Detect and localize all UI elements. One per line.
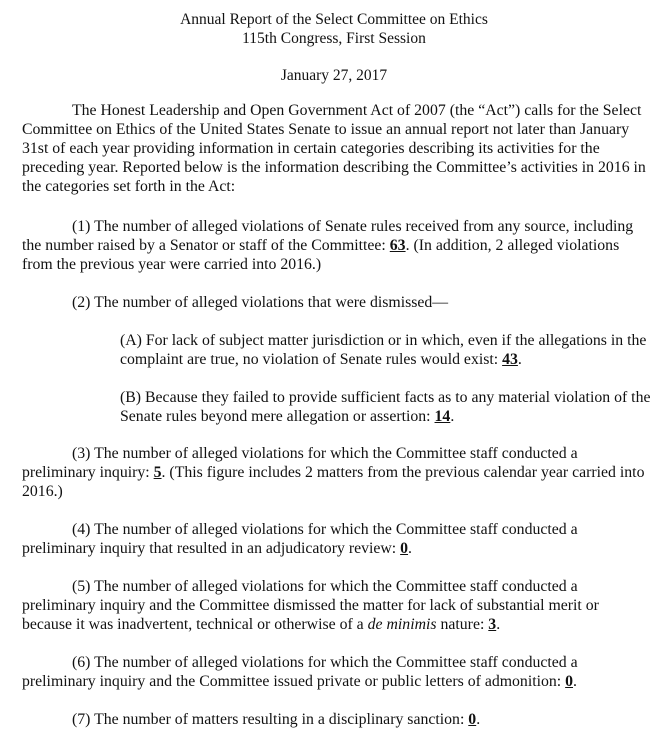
item-5-text: (5) The number of alleged violations for which the Committee staff conducted a preliminary inquiry and the Committee dismissed the matter for lack of substantial merit or because it was inadvertent, technical or otherwise of a [22,578,599,633]
item-2a-paragraph [120,331,655,369]
item-4-text-end: . [408,540,412,557]
intro-paragraph: The Honest Leadership and Open Government Act of 2007 (the “Act”) calls for the Select Committee on Ethics of the United States Senate to issue an annual report not later than January 31st of each year providing information in certain categories describing its activities for the preceding year. Reported below is the information describing the Committee’s activities in 2016 in the categories set forth in the Act: [22,102,646,195]
item-3-text-end: . (This figure includes 2 matters from the previous calendar year carried into 2016.) [22,464,645,500]
item-4-paragraph [22,520,652,558]
item-2b-value: 14 [434,408,451,425]
item-2a-text: (A) For lack of subject matter jurisdiction or in which, even if the allegations in the complaint are true, no violation of Senate rules would exist: [120,332,647,368]
item-5-paragraph [22,577,652,634]
item-5-text-end: . [496,616,501,633]
item-5-text-mid: nature: [436,616,489,633]
item-7-text: (7) The number of matters resulting in a disciplinary sanction: [72,711,469,728]
item-1-text-end: . (In addition, 2 alleged violations from the previous year were carried into 2016.) [22,237,620,273]
item-3-paragraph [22,444,652,501]
item-3-text: (3) The number of alleged violations for which the Committee staff conducted a preliminary inquiry: [22,445,578,481]
item-6-paragraph [22,653,652,691]
item-6-text: (6) The number of alleged violations for which the Committee staff conducted a preliminary inquiry and the Committee issued private or public letters of admonition: [22,654,578,690]
item-1-paragraph [22,217,652,274]
item-2a-value: 43 [502,351,518,368]
item-6-text-end: . [573,673,577,690]
item-5-italic-text: de minimis [367,616,437,633]
item-7-text-end: . [476,711,481,728]
item-6-value: 0 [565,673,574,690]
item-2b-text: (B) Because they failed to provide sufficient facts as to any material violation of the Senate rules beyond mere allegation or assertion: [120,389,651,425]
report-date: January 27, 2017 [280,67,388,84]
item-1-text: (1) The number of alleged violations of Senate rules received from any source, including the number raised by a Senator or staff of the Committee: [22,218,634,254]
item-7-value: 0 [468,711,477,728]
item-5-value: 3 [488,616,497,633]
item-4-text: (4) The number of alleged violations for which the Committee staff conducted a preliminary inquiry that resulted in an adjudicatory review: [22,521,578,557]
item-2b-paragraph [120,388,655,426]
report-subtitle: 115th Congress, First Session [242,30,426,47]
item-2a-text-end: . [517,351,522,368]
item-4-value: 0 [400,540,409,557]
item-7-paragraph [22,710,652,729]
item-2-paragraph: (2) The number of alleged violations that were dismissed— [72,294,449,311]
report-title: Annual Report of the Select Committee on Ethics [180,11,488,28]
item-1-value: 63 [389,237,406,254]
item-2b-text-end: . [450,408,455,425]
item-3-value: 5 [153,464,162,481]
